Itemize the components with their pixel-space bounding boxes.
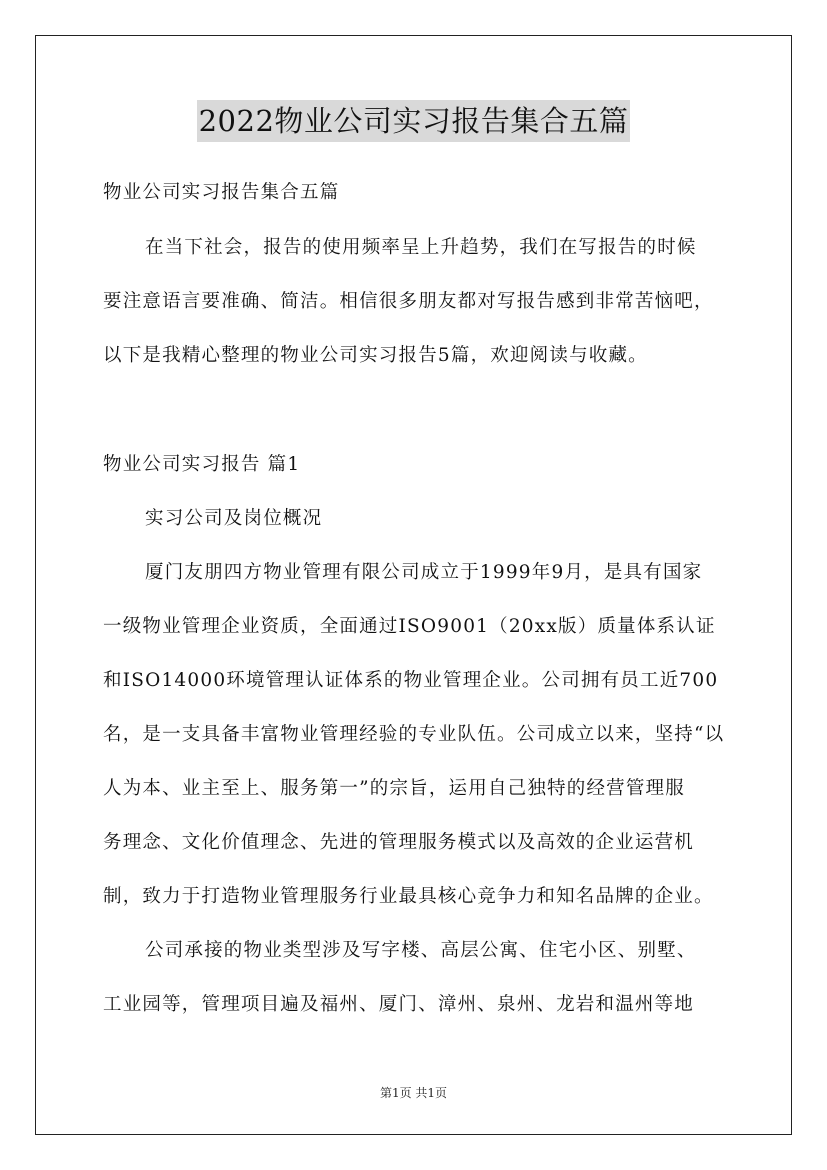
document-title: 2022物业公司实习报告集合五篇	[197, 100, 631, 142]
document-subtitle: 物业公司实习报告集合五篇	[103, 182, 340, 203]
body-line-5: 人为本、业主至上、服务第一”的宗旨，运用自己独特的经营管理服	[103, 778, 685, 799]
body-line-6: 务理念、文化价值理念、先进的管理服务模式以及高效的企业运营机	[103, 832, 695, 853]
section-heading: 物业公司实习报告 篇1	[103, 454, 301, 475]
page-footer: 第1页 共1页	[379, 1086, 448, 1100]
title-container	[0, 100, 827, 142]
body-line-1: 厦门友朋四方物业管理有限公司成立于1999年9月，是具有国家	[145, 562, 703, 583]
body-line-3: 和ISO14000环境管理认证体系的物业管理企业。公司拥有员工近700	[103, 670, 719, 691]
body-line-8: 公司承接的物业类型涉及写字楼、高层公寓、住宅小区、别墅、	[145, 940, 697, 961]
body-line-4: 名，是一支具备丰富物业管理经验的专业队伍。公司成立以来，坚持“以	[103, 724, 725, 745]
intro-line-2: 要注意语言要准确、简洁。相信很多朋友都对写报告感到非常苦恼吧，	[103, 291, 714, 312]
body-line-9: 工业园等，管理项目遍及福州、厦门、漳州、泉州、龙岩和温州等地	[103, 994, 695, 1015]
intro-line-1: 在当下社会，报告的使用频率呈上升趋势，我们在写报告的时候	[145, 237, 697, 258]
body-line-2: 一级物业管理企业资质，全面通过ISO9001（20xx版）质量体系认证	[103, 616, 716, 637]
section-subheading: 实习公司及岗位概况	[145, 508, 323, 529]
body-line-7: 制，致力于打造物业管理服务行业最具核心竞争力和知名品牌的企业。	[103, 886, 714, 907]
intro-line-3: 以下是我精心整理的物业公司实习报告5篇，欢迎阅读与收藏。	[103, 345, 648, 366]
